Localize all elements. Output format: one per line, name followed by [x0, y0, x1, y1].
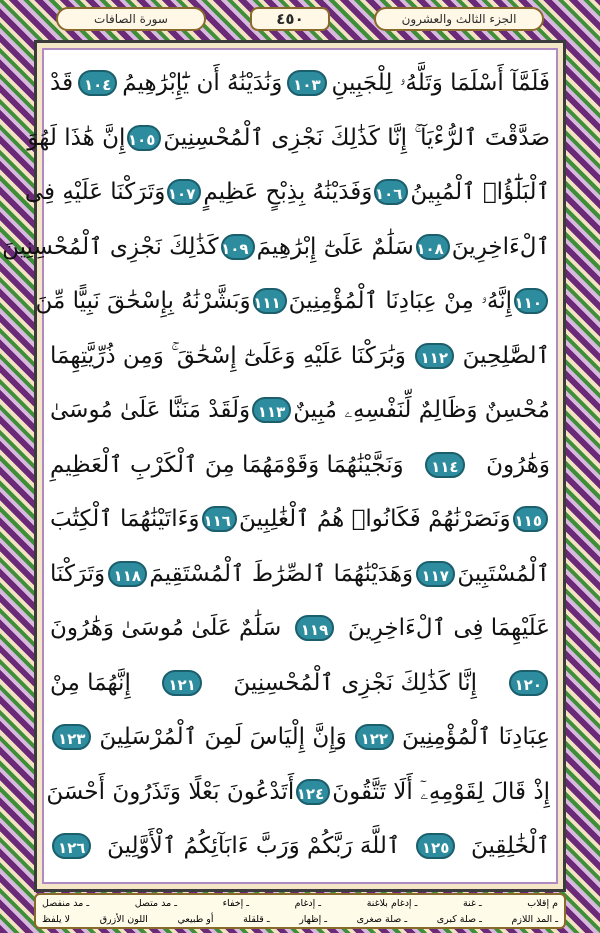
legend-item: ـ صلة صغرى: [356, 913, 408, 925]
verse-text: وَهَٰرُونَ: [486, 451, 550, 478]
verse-text: قَدْ: [50, 70, 74, 97]
legend-item: لا يلفظ: [42, 913, 71, 925]
ayah-number-marker: ١٠٥: [127, 125, 161, 151]
ayah-number-marker: ١٢١: [162, 670, 201, 696]
juz-label: الجزء الثالث والعشرون: [374, 7, 544, 31]
verse-line: [50, 383, 550, 438]
verse-text: صَدَّقْتَ ٱلرُّءْيَآ ۚ إِنَّا كَذَٰلِكَ نَجْزِى ٱلْمُحْسِنِينَ: [163, 124, 550, 151]
verse-text: وَهَدَيْنَٰهُمَا ٱلصِّرَٰطَ ٱلْمُسْتَقِيمَ: [149, 560, 414, 587]
verse-text: كَذَٰلِكَ نَجْزِى ٱلْمُحْسِنِينَ: [2, 233, 219, 260]
verse-line: [50, 492, 550, 547]
verse-lines: [2, 56, 550, 874]
verse-text: عَلَيْهِمَا فِى ٱلْءَاخِرِينَ: [347, 615, 550, 642]
ayah-number-marker: ١١٥: [513, 506, 548, 532]
legend-item: ـ المد اللازم: [511, 913, 558, 925]
ayah-number-marker: ١٠٧: [167, 179, 201, 205]
legend-item: ـ غنة: [462, 897, 482, 909]
verse-line: [50, 329, 550, 384]
ayah-number-marker: ١٢٥: [416, 833, 455, 859]
verse-text: مُحْسِنٌ وَظَالِمٌ لِّنَفْسِهِۦ مُبِينٌ: [293, 397, 550, 424]
verse-text: إِنَّ هَٰذَا لَهُوَ: [27, 124, 126, 151]
verse-line: [46, 765, 550, 820]
ayah-number-marker: ١١٣: [252, 397, 291, 423]
ayah-number-marker: ١١٢: [415, 343, 454, 369]
verse-text: وَإِنَّ إِلْيَاسَ لَمِنَ ٱلْمُرْسَلِينَ: [99, 724, 347, 751]
page-number: ٤٥٠: [250, 7, 330, 31]
verse-text: وَتَرَكْنَا عَلَيْهِ فِى: [24, 179, 166, 206]
ayah-number-marker: ١١٤: [425, 452, 464, 478]
verse-text: وَلَقَدْ مَنَنَّا عَلَىٰ مُوسَىٰ: [50, 397, 251, 424]
verse-text: إِنَّهُۥ مِنْ عِبَادِنَا ٱلْمُؤْمِنِينَ: [288, 288, 512, 315]
verse-line: [27, 111, 550, 166]
verse-text: وَبَٰرَكْنَا عَلَيْهِ وَعَلَىٰٓ إِسْحَٰقَ ۚ وَمِن ذُرِّيَّتِهِمَا: [50, 342, 406, 369]
legend-item: ـ مد متصل: [134, 897, 177, 909]
verse-text: أَتَدْعُونَ بَعْلًا وَتَذَرُونَ أَحْسَنَ: [46, 778, 295, 805]
verse-text: وَبَشَّرْنَٰهُ بِإِسْحَٰقَ نَبِيًّا مِّنَ: [35, 288, 251, 315]
verse-text: وَءَاتَيْنَٰهُمَا ٱلْكِتَٰبَ: [50, 506, 200, 533]
legend-item: ـ قلقلة: [243, 913, 270, 925]
verse-line: [50, 710, 550, 765]
ayah-number-marker: ١١١: [253, 288, 287, 314]
ayah-number-marker: ١١٨: [108, 561, 147, 587]
verse-text: فَلَمَّآ أَسْلَمَا وَتَلَّهُۥ لِلْجَبِينِ: [331, 70, 550, 97]
verse-text: ٱلْمُسْتَبِينَ: [457, 560, 550, 587]
verse-line: [50, 547, 550, 602]
surah-label: سورة الصافات: [56, 7, 206, 31]
verse-text: ٱلصَّٰلِحِينَ: [462, 342, 550, 369]
legend-item: ـ إظهار: [299, 913, 328, 925]
legend-item: أو طبيعي: [177, 913, 214, 925]
verse-text: وَتَرَكْنَا: [50, 560, 106, 587]
verse-text: إِنَّهُمَا مِنْ: [50, 669, 131, 696]
legend-item: ـ إدغام: [294, 897, 322, 909]
legend-item: ـ إدغام بلاغنة: [366, 897, 418, 909]
legend-item: اللون الأزرق: [99, 913, 148, 925]
page-header: [56, 4, 544, 34]
ayah-number-marker: ١١٩: [295, 615, 334, 641]
verse-text: سَلَٰمٌ عَلَىٰ مُوسَىٰ وَهَٰرُونَ: [50, 615, 282, 642]
ayah-number-marker: ١١٧: [416, 561, 455, 587]
verse-line: [50, 656, 550, 711]
verse-line: [35, 274, 550, 329]
verse-text: وَنَصَرْنَٰهُمْ فَكَانُوا۟ هُمُ ٱلْغَٰلِبِينَ: [238, 506, 511, 533]
ayah-number-marker: ١٠٩: [221, 234, 255, 260]
ayah-number-marker: ١٢٢: [355, 724, 394, 750]
legend-item: م إقلاب: [527, 897, 558, 909]
verse-line: [50, 56, 550, 111]
verse-text: ٱلْءَاخِرِينَ: [451, 233, 550, 260]
verse-text: ٱلْبَلَٰٓؤُا۟ ٱلْمُبِينُ: [410, 179, 550, 206]
verse-line: [2, 220, 550, 275]
verse-line: [50, 819, 550, 874]
verse-text: ٱلْخَٰلِقِينَ: [470, 833, 550, 860]
verse-text: عِبَادِنَا ٱلْمُؤْمِنِينَ: [401, 724, 550, 751]
legend-row-1: [36, 895, 564, 911]
verse-text: إِذْ قَالَ لِقَوْمِهِۦٓ أَلَا تَتَّقُونَ: [332, 778, 550, 805]
legend-item: ـ صلة كبرى: [436, 913, 482, 925]
ayah-number-marker: ١١٠: [514, 288, 548, 314]
ayah-number-marker: ١٠٨: [416, 234, 450, 260]
tajweed-legend: [34, 893, 566, 929]
verse-text: وَفَدَيْنَٰهُ بِذِبْحٍ عَظِيمٍ: [203, 179, 373, 206]
ayah-number-marker: ١٢٠: [509, 670, 548, 696]
ayah-number-marker: ١٠٤: [78, 70, 117, 96]
verse-text: سَلَٰمٌ عَلَىٰٓ إِبْرَٰهِيمَ: [256, 233, 414, 260]
ayah-number-marker: ١٢٦: [52, 833, 91, 859]
ayah-number-marker: ١٢٣: [52, 724, 91, 750]
verse-line: [50, 601, 550, 656]
legend-row-2: [36, 911, 564, 927]
ayah-number-marker: ١١٦: [202, 506, 237, 532]
legend-item: ـ إخفاء: [222, 897, 250, 909]
legend-item: ـ مد منفصل: [42, 897, 90, 909]
verse-text: ٱللَّهَ رَبَّكُمْ وَرَبَّ ءَابَآئِكُمُ ٱلْأَوَّلِينَ: [107, 833, 401, 860]
verse-line: [24, 165, 550, 220]
verse-text: وَنَٰدَيْنَٰهُ أَن يَٰٓإِبْرَٰهِيمُ: [122, 70, 283, 97]
ayah-number-marker: ١٠٦: [374, 179, 408, 205]
verse-line: [50, 438, 550, 493]
ayah-number-marker: ١٢٤: [296, 779, 330, 805]
verse-text: إِنَّا كَذَٰلِكَ نَجْزِى ٱلْمُحْسِنِينَ: [233, 669, 477, 696]
ayah-number-marker: ١٠٣: [287, 70, 326, 96]
verse-text: وَنَجَّيْنَٰهُمَا وَقَوْمَهُمَا مِنَ ٱلْكَرْبِ ٱلْعَظِيمِ: [50, 451, 404, 478]
